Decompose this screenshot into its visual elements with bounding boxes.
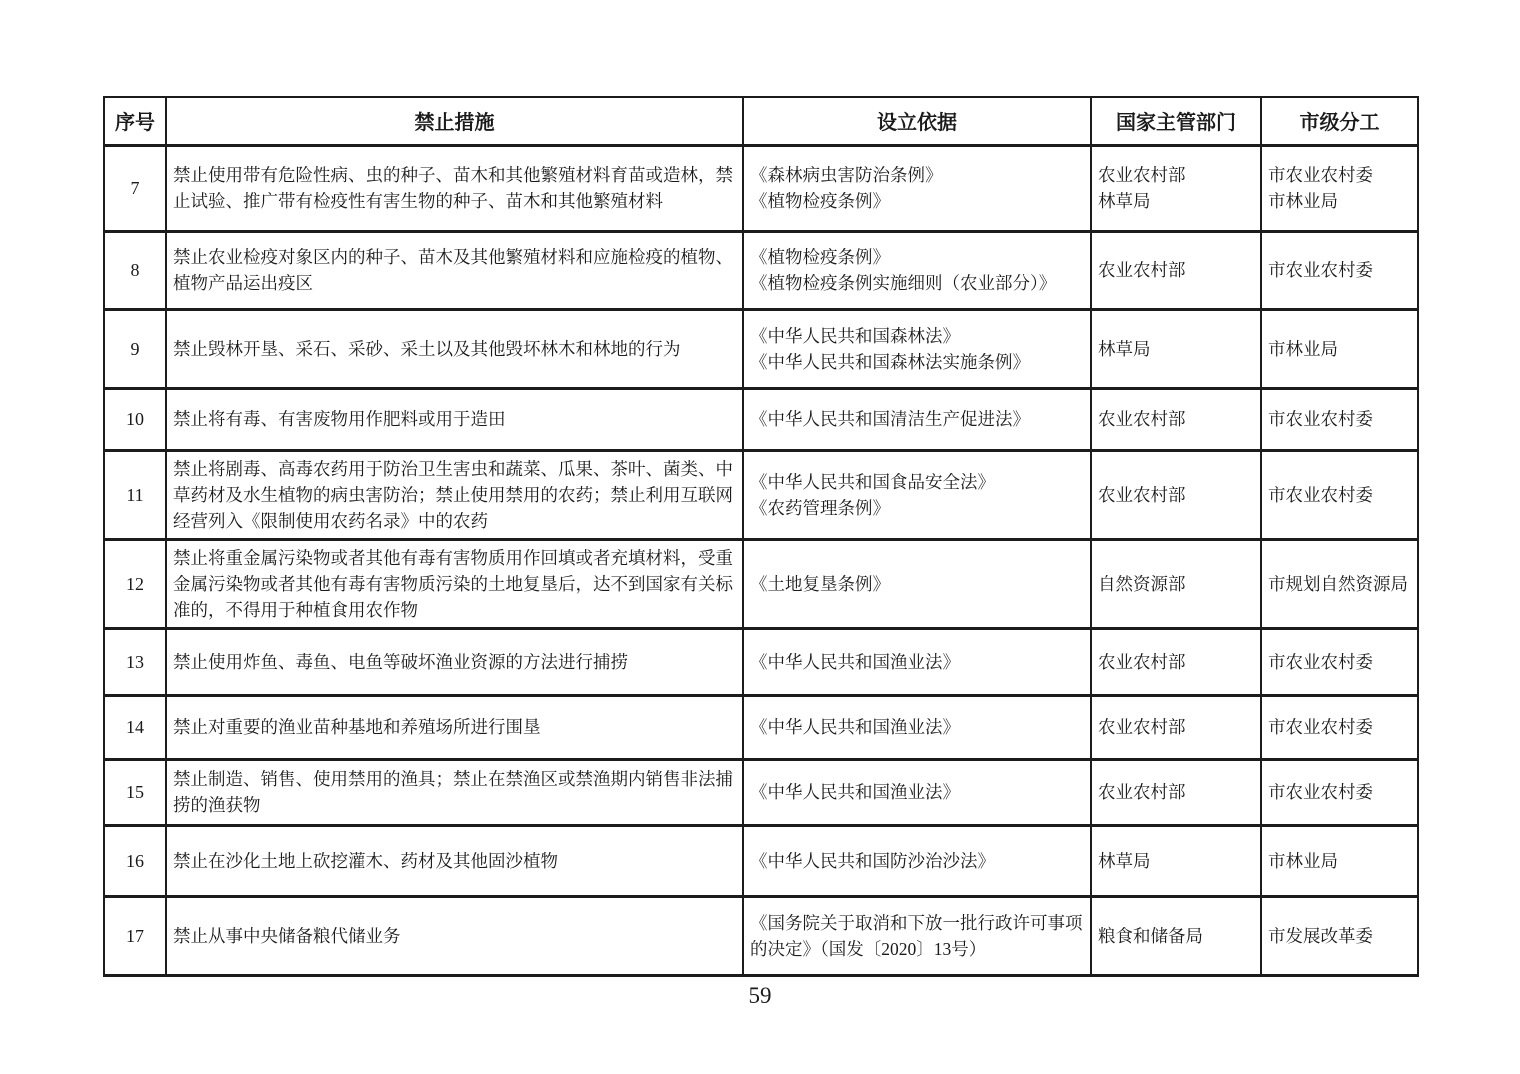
table-row [104,896,1418,975]
table-row [104,388,1418,450]
basis-cell: 《植物检疫条例》 《植物检疫条例实施细则（农业部分）》 [743,231,1091,309]
national-dept-cell: 农业农村部 [1091,759,1261,825]
table-row [104,825,1418,896]
measure-cell: 禁止毁林开垦、采石、采砂、采土以及其他毁坏林木和林地的行为 [166,309,743,388]
basis-cell: 《中华人民共和国渔业法》 [743,628,1091,695]
basis-cell: 《中华人民共和国清洁生产促进法》 [743,388,1091,450]
municipal-division-cell: 市林业局 [1261,825,1418,896]
basis-cell: 《中华人民共和国渔业法》 [743,695,1091,759]
national-dept-cell: 农业农村部 [1091,695,1261,759]
prohibited-measures-table [103,96,1419,977]
national-dept-cell: 农业农村部 [1091,628,1261,695]
header-national-department: 国家主管部门 [1091,97,1261,145]
measure-cell: 禁止将有毒、有害废物用作肥料或用于造田 [166,388,743,450]
header-prohibited-measure: 禁止措施 [166,97,743,145]
table-row [104,231,1418,309]
municipal-division-cell: 市农业农村委 [1261,450,1418,539]
national-dept-cell: 农业农村部 [1091,231,1261,309]
national-dept-cell: 农业农村部 [1091,450,1261,539]
measure-cell: 禁止使用带有危险性病、虫的种子、苗木和其他繁殖材料育苗或造林，禁止试验、推广带有检疫性有害生物的种子、苗木和其他繁殖材料 [166,145,743,231]
measure-cell: 禁止从事中央储备粮代储业务 [166,896,743,975]
row-serial: 14 [104,695,166,759]
municipal-division-cell: 市农业农村委 [1261,695,1418,759]
table-row [104,309,1418,388]
row-serial: 16 [104,825,166,896]
municipal-division-cell: 市农业农村委 市林业局 [1261,145,1418,231]
basis-cell: 《国务院关于取消和下放一批行政许可事项的决定》（国发〔2020〕13号） [743,896,1091,975]
table-row [104,695,1418,759]
basis-cell: 《中华人民共和国防沙治沙法》 [743,825,1091,896]
municipal-division-cell: 市农业农村委 [1261,628,1418,695]
measure-cell: 禁止制造、销售、使用禁用的渔具；禁止在禁渔区或禁渔期内销售非法捕捞的渔获物 [166,759,743,825]
basis-cell: 《森林病虫害防治条例》 《植物检疫条例》 [743,145,1091,231]
measure-cell: 禁止农业检疫对象区内的种子、苗木及其他繁殖材料和应施检疫的植物、植物产品运出疫区 [166,231,743,309]
municipal-division-cell: 市规划自然资源局 [1261,539,1418,628]
measure-cell: 禁止将重金属污染物或者其他有毒有害物质用作回填或者充填材料，受重金属污染物或者其他有毒有害物质污染的土地复垦后，达不到国家有关标准的，不得用于种植食用农作物 [166,539,743,628]
page-number: 59 [748,983,772,1008]
table-header-row [104,97,1418,145]
municipal-division-cell: 市农业农村委 [1261,231,1418,309]
row-serial: 13 [104,628,166,695]
header-serial-number: 序号 [104,97,166,145]
national-dept-cell: 自然资源部 [1091,539,1261,628]
national-dept-cell: 农业农村部 [1091,388,1261,450]
table-row [104,539,1418,628]
measure-cell: 禁止对重要的渔业苗种基地和养殖场所进行围垦 [166,695,743,759]
national-dept-cell: 林草局 [1091,825,1261,896]
row-serial: 11 [104,450,166,539]
national-dept-cell: 粮食和储备局 [1091,896,1261,975]
basis-cell: 《土地复垦条例》 [743,539,1091,628]
basis-cell: 《中华人民共和国渔业法》 [743,759,1091,825]
row-serial: 15 [104,759,166,825]
row-serial: 17 [104,896,166,975]
measure-cell: 禁止使用炸鱼、毒鱼、电鱼等破坏渔业资源的方法进行捕捞 [166,628,743,695]
national-dept-cell: 农业农村部 林草局 [1091,145,1261,231]
basis-cell: 《中华人民共和国森林法》 《中华人民共和国森林法实施条例》 [743,309,1091,388]
header-establishment-basis: 设立依据 [743,97,1091,145]
municipal-division-cell: 市林业局 [1261,309,1418,388]
row-serial: 10 [104,388,166,450]
measure-cell: 禁止在沙化土地上砍挖灌木、药材及其他固沙植物 [166,825,743,896]
municipal-division-cell: 市发展改革委 [1261,896,1418,975]
header-municipal-division: 市级分工 [1261,97,1418,145]
table-row [104,145,1418,231]
table-row [104,628,1418,695]
national-dept-cell: 林草局 [1091,309,1261,388]
municipal-division-cell: 市农业农村委 [1261,388,1418,450]
basis-cell: 《中华人民共和国食品安全法》 《农药管理条例》 [743,450,1091,539]
row-serial: 7 [104,145,166,231]
table-row [104,759,1418,825]
row-serial: 12 [104,539,166,628]
row-serial: 9 [104,309,166,388]
measure-cell: 禁止将剧毒、高毒农药用于防治卫生害虫和蔬菜、瓜果、茶叶、菌类、中草药材及水生植物的病虫害防治；禁止使用禁用的农药；禁止利用互联网经营列入《限制使用农药名录》中的农药 [166,450,743,539]
row-serial: 8 [104,231,166,309]
municipal-division-cell: 市农业农村委 [1261,759,1418,825]
table-row [104,450,1418,539]
